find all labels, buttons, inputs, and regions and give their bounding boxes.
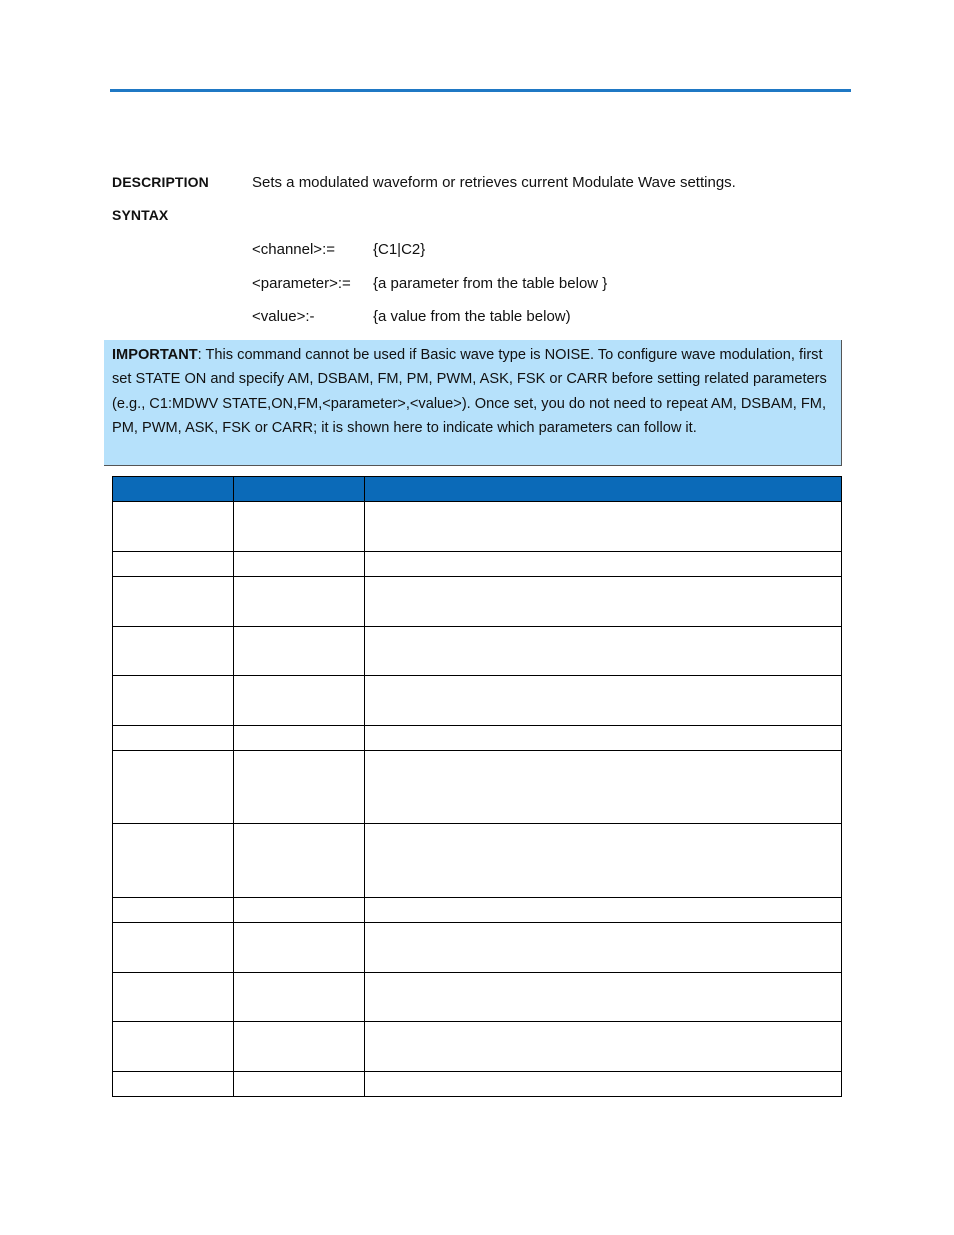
syntax-key: <value>:- (252, 308, 315, 325)
table-header-cell (365, 477, 842, 502)
table-cell (234, 627, 365, 676)
table-cell (234, 824, 365, 898)
table-row (113, 923, 842, 973)
table-cell (234, 577, 365, 627)
table-cell (234, 1072, 365, 1097)
table-cell (113, 577, 234, 627)
table-row (113, 1022, 842, 1072)
table-cell (234, 751, 365, 824)
table-cell (113, 751, 234, 824)
table-row (113, 676, 842, 726)
table-row (113, 726, 842, 751)
table-cell (113, 1022, 234, 1072)
description-text: Sets a modulated waveform or retrieves current Modulate Wave settings. (252, 174, 736, 191)
table-cell (365, 726, 842, 751)
table-cell (365, 1072, 842, 1097)
table-cell (113, 824, 234, 898)
parameter-table (112, 476, 842, 1097)
syntax-label: SYNTAX (112, 207, 169, 223)
table-cell (113, 898, 234, 923)
table-cell (234, 726, 365, 751)
table-cell (113, 923, 234, 973)
table-cell (365, 577, 842, 627)
table-row (113, 627, 842, 676)
table-cell (365, 676, 842, 726)
table-cell (234, 973, 365, 1022)
table-cell (234, 676, 365, 726)
table-header-cell (234, 477, 365, 502)
table-cell (234, 898, 365, 923)
table-cell (234, 502, 365, 552)
syntax-value: {a parameter from the table below } (373, 275, 608, 292)
table-cell (113, 627, 234, 676)
table-row (113, 824, 842, 898)
syntax-row-parameter (252, 275, 852, 292)
table-row (113, 577, 842, 627)
syntax-key: <parameter>:= (252, 275, 351, 292)
syntax-value: {a value from the table below) (373, 308, 571, 325)
table-cell (365, 973, 842, 1022)
table-cell (365, 751, 842, 824)
table-header-cell (113, 477, 234, 502)
table-cell (113, 502, 234, 552)
description-label: DESCRIPTION (112, 174, 209, 190)
table-cell (365, 552, 842, 577)
table-cell (234, 552, 365, 577)
important-label: IMPORTANT (112, 347, 198, 363)
important-note (104, 340, 842, 466)
header-rule (110, 89, 851, 92)
table-cell (113, 726, 234, 751)
table-cell (113, 973, 234, 1022)
table-row (113, 552, 842, 577)
table-cell (365, 923, 842, 973)
table-cell (113, 1072, 234, 1097)
table-cell (113, 552, 234, 577)
table-cell (365, 502, 842, 552)
table-row (113, 898, 842, 923)
table-row (113, 1072, 842, 1097)
table-cell (365, 898, 842, 923)
important-text: : This command cannot be used if Basic wave type is NOISE. To configure wave modulation, first set STATE ON and specify AM, DSBAM, FM, PM, PWM, ASK, FSK or CARR before setting related parameters (e.g., C1:MDWV STATE,ON,FM,<parameter>,<value>). Once set, you do not need to repeat AM, DSBAM, FM, PM, PWM, ASK, FSK or CARR; it is shown here to indicate which parameters can follow it. (112, 347, 827, 437)
syntax-row-channel (252, 241, 852, 258)
table-row (113, 751, 842, 824)
syntax-value: {C1|C2} (373, 241, 426, 258)
syntax-key: <channel>:= (252, 241, 335, 258)
table-cell (234, 1022, 365, 1072)
table-row (113, 973, 842, 1022)
table-row (113, 502, 842, 552)
table-cell (365, 824, 842, 898)
table-cell (365, 1022, 842, 1072)
table-cell (365, 627, 842, 676)
table-cell (113, 676, 234, 726)
table-header-row (113, 477, 842, 502)
table-cell (234, 923, 365, 973)
syntax-row-value (252, 308, 852, 325)
